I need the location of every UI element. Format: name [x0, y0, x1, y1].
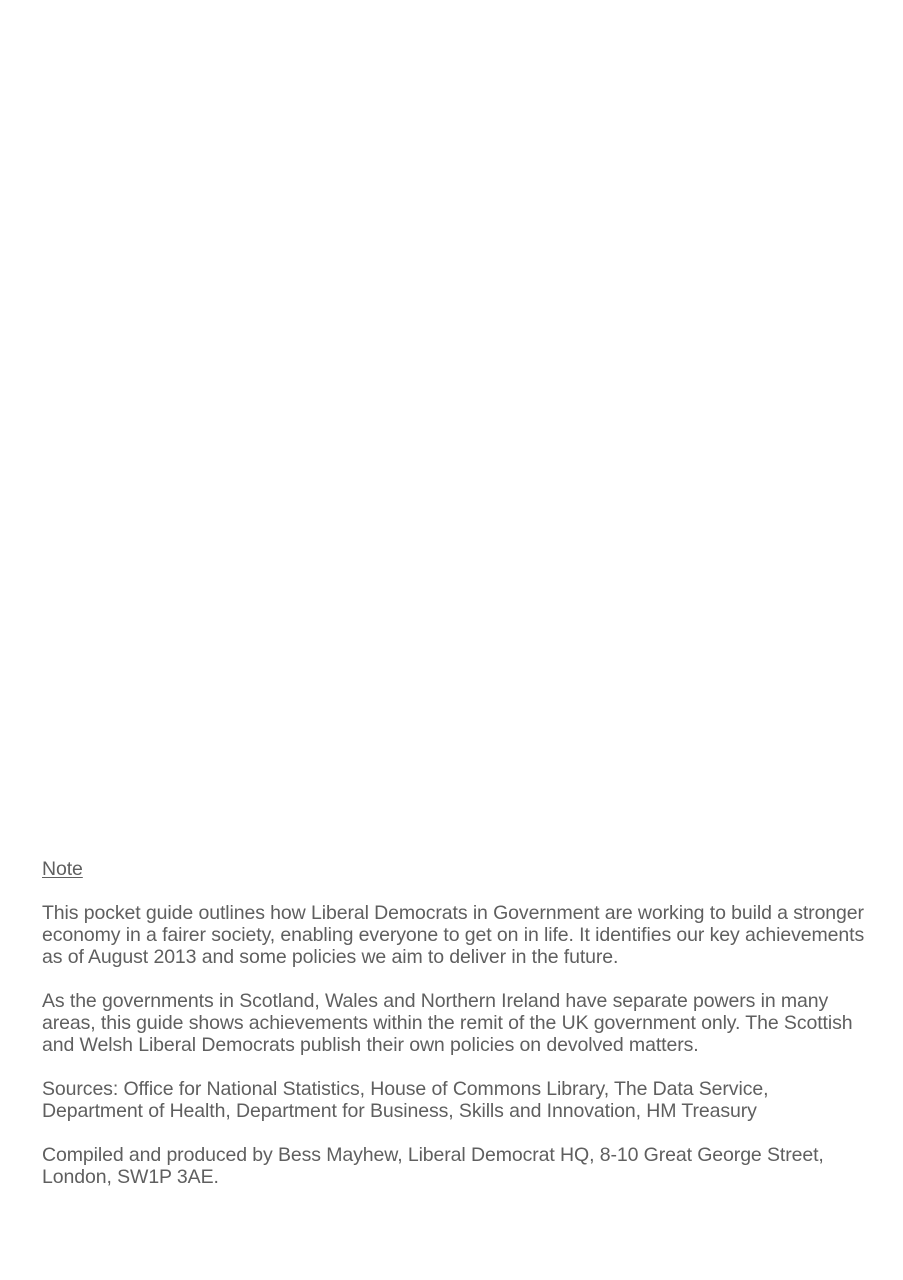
note-paragraph-sources: Sources: Office for National Statistics, House of Commons Library, The Data Service, Department of Health, Department for Business, Skills and Innovation, HM Treasury: [42, 1078, 769, 1122]
note-section: [42, 858, 867, 1188]
note-heading: Note: [42, 858, 83, 880]
note-paragraph-intro: This pocket guide outlines how Liberal Democrats in Government are working to build a stronger economy in a fairer society, enabling everyone to get on in life. It identifies our key achievements as of August 2013 and some policies we aim to deliver in the future.: [42, 902, 865, 968]
note-paragraph-devolution: As the governments in Scotland, Wales and Northern Ireland have separate powers in many areas, this guide shows achievements within the remit of the UK government only. The Scottish and Welsh Liberal Democrats publish their own policies on devolved matters.: [42, 990, 853, 1056]
note-paragraph-credits: Compiled and produced by Bess Mayhew, Liberal Democrat HQ, 8-10 Great George Street, London, SW1P 3AE.: [42, 1144, 824, 1188]
